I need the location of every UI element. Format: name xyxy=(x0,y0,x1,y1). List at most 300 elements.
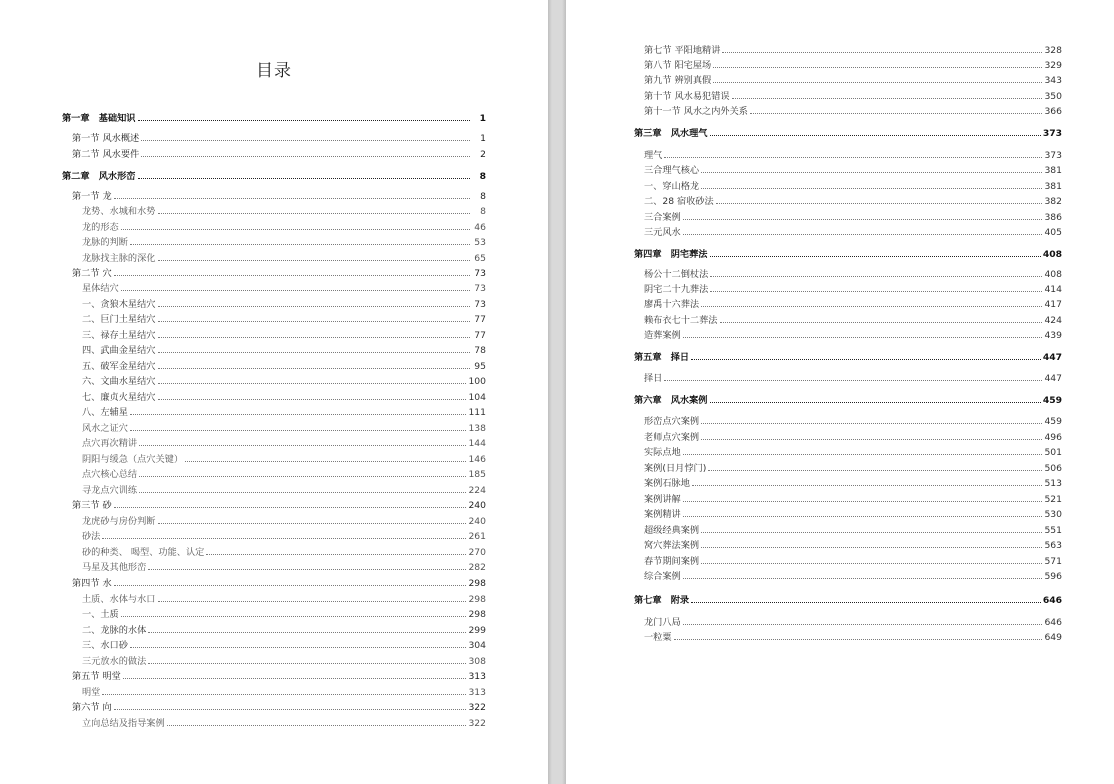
dot-leader xyxy=(158,306,471,307)
dot-leader xyxy=(710,402,1041,403)
toc-entry[interactable] xyxy=(82,202,486,217)
dot-leader xyxy=(708,470,1042,471)
dot-leader xyxy=(114,198,470,199)
toc-entry-title: 第七节 平阳地精讲 xyxy=(644,45,721,56)
left-page xyxy=(0,0,548,784)
toc-entry-title: 点穴再次精讲 xyxy=(82,438,138,449)
toc-entry-title: 案例(日月悖门) xyxy=(644,463,707,474)
dot-leader xyxy=(130,430,467,431)
dot-leader xyxy=(713,67,1042,68)
dot-leader xyxy=(664,157,1042,158)
toc-entry-title: 第十一节 风水之内外关系 xyxy=(644,106,748,117)
toc-entry-title: 寻龙点穴训练 xyxy=(82,485,138,496)
toc-entry-title: 第六章 风水案例 xyxy=(634,395,708,406)
dot-leader xyxy=(683,578,1043,579)
dot-leader xyxy=(158,368,471,369)
toc-entry-page-number: 8 xyxy=(479,171,486,182)
toc-entry-title: 龙门八局 xyxy=(644,617,681,628)
toc-entry[interactable] xyxy=(82,558,486,573)
dot-leader xyxy=(683,501,1043,502)
toc-entry-page-number: 104 xyxy=(468,392,486,403)
toc-entry[interactable] xyxy=(644,412,1062,427)
toc-entry-page-number: 408 xyxy=(1044,269,1062,280)
toc-entry-title: 第二章 风水形峦 xyxy=(62,171,136,182)
toc-entry[interactable] xyxy=(82,310,486,325)
toc-entry[interactable] xyxy=(82,249,486,264)
toc-entry-page-number: 329 xyxy=(1044,60,1062,71)
dot-leader xyxy=(710,291,1042,292)
dot-leader xyxy=(138,120,471,121)
toc-entry[interactable] xyxy=(82,295,486,310)
toc-entry-page-number: 328 xyxy=(1044,45,1062,56)
toc-entry-title: 阴宅二十九葬法 xyxy=(644,284,709,295)
toc-entry-page-number: 373 xyxy=(1042,128,1062,139)
toc-entry-page-number: 424 xyxy=(1044,315,1062,326)
dot-leader xyxy=(710,276,1042,277)
dot-leader xyxy=(158,352,471,353)
dot-leader xyxy=(139,476,466,477)
toc-entry-page-number: 73 xyxy=(474,268,486,279)
toc-entry-page-number: 373 xyxy=(1044,150,1062,161)
toc-entry-page-number: 506 xyxy=(1044,463,1062,474)
toc-entry-page-number: 646 xyxy=(1044,617,1062,628)
toc-entry-page-number: 146 xyxy=(468,454,486,465)
dot-leader xyxy=(114,585,467,586)
toc-entry-title: 赖布衣七十二葬法 xyxy=(644,315,718,326)
dot-leader xyxy=(121,616,467,617)
toc-entry-page-number: 185 xyxy=(468,469,486,480)
dot-leader xyxy=(691,359,1041,360)
toc-entry-title: 第二节 风水要件 xyxy=(72,149,140,160)
toc-entry-page-number: 224 xyxy=(468,485,486,496)
toc-entry-page-number: 521 xyxy=(1044,494,1062,505)
dot-leader xyxy=(664,380,1042,381)
toc-entry-title: 明堂 xyxy=(82,687,101,698)
toc-entry-page-number: 299 xyxy=(468,625,486,636)
toc-entry-title: 老师点穴案例 xyxy=(644,432,700,443)
toc-entry[interactable] xyxy=(82,543,486,558)
toc-title: 目录 xyxy=(256,61,292,81)
toc-chapter-entry[interactable] xyxy=(634,124,1062,139)
dot-leader xyxy=(683,234,1043,235)
toc-entry[interactable] xyxy=(72,187,486,202)
toc-chapter-entry[interactable] xyxy=(62,167,486,182)
toc-entry-title: 第六节 向 xyxy=(72,702,112,713)
toc-entry[interactable] xyxy=(644,459,1062,474)
dot-leader xyxy=(148,663,466,664)
toc-entry-title: 龙脉的判断 xyxy=(82,237,128,248)
dot-leader xyxy=(141,156,470,157)
toc-entry[interactable] xyxy=(82,357,486,372)
dot-leader xyxy=(158,523,467,524)
dot-leader xyxy=(683,219,1043,220)
toc-entry-title: 三合理气核心 xyxy=(644,165,700,176)
toc-entry-title: 二、巨门土星结穴 xyxy=(82,314,156,325)
dot-leader xyxy=(130,647,467,648)
toc-entry[interactable] xyxy=(82,279,486,294)
dot-leader xyxy=(683,624,1043,625)
toc-entry-title: 一、穿山格龙 xyxy=(644,181,700,192)
toc-entry-title: 五、破军金星结穴 xyxy=(82,361,156,372)
dot-leader xyxy=(710,256,1041,257)
toc-entry-page-number: 270 xyxy=(468,547,486,558)
toc-entry-title: 砂的种类、 喝型、功能、认定 xyxy=(82,547,205,558)
toc-entry[interactable] xyxy=(644,428,1062,443)
toc-entry-title: 综合案例 xyxy=(644,571,681,582)
toc-entry[interactable] xyxy=(82,590,486,605)
toc-entry-page-number: 261 xyxy=(468,531,486,542)
toc-entry[interactable] xyxy=(72,667,486,682)
toc-entry-title: 龙虎砂与房份判断 xyxy=(82,516,156,527)
toc-entry[interactable] xyxy=(644,102,1062,117)
dot-leader xyxy=(158,601,467,602)
dot-leader xyxy=(141,140,470,141)
dot-leader xyxy=(114,275,470,276)
toc-entry-page-number: 240 xyxy=(468,500,486,511)
toc-entry-page-number: 646 xyxy=(1042,595,1062,606)
toc-entry[interactable] xyxy=(644,208,1062,223)
toc-entry-page-number: 459 xyxy=(1042,395,1062,406)
toc-entry[interactable] xyxy=(644,474,1062,489)
toc-entry[interactable] xyxy=(82,434,486,449)
toc-entry-title: 窝穴葬法案例 xyxy=(644,540,700,551)
toc-entry-page-number: 405 xyxy=(1044,227,1062,238)
toc-entry-page-number: 308 xyxy=(468,656,486,667)
toc-entry[interactable] xyxy=(644,490,1062,505)
toc-entry[interactable] xyxy=(82,621,486,636)
toc-entry-title: 三、禄存土星结穴 xyxy=(82,330,156,341)
toc-entry-title: 三、水口砂 xyxy=(82,640,128,651)
toc-entry[interactable] xyxy=(82,233,486,248)
toc-entry[interactable] xyxy=(644,177,1062,192)
right-page xyxy=(566,0,1114,784)
toc-entry-page-number: 298 xyxy=(468,609,486,620)
toc-entry-page-number: 459 xyxy=(1044,416,1062,427)
toc-entry[interactable] xyxy=(644,443,1062,458)
toc-entry-page-number: 417 xyxy=(1044,299,1062,310)
toc-entry[interactable] xyxy=(644,613,1062,628)
toc-entry[interactable] xyxy=(644,326,1062,341)
toc-entry[interactable] xyxy=(644,71,1062,86)
toc-entry[interactable] xyxy=(644,369,1062,384)
toc-entry-title: 第一节 龙 xyxy=(72,191,112,202)
dot-leader xyxy=(139,492,466,493)
toc-entry[interactable] xyxy=(644,192,1062,207)
toc-entry-page-number: 343 xyxy=(1044,75,1062,86)
toc-entry-page-number: 386 xyxy=(1044,212,1062,223)
toc-entry-title: 第五章 择日 xyxy=(634,352,690,363)
toc-entry-page-number: 73 xyxy=(474,299,486,310)
dot-leader xyxy=(167,725,467,726)
dot-leader xyxy=(710,135,1041,136)
toc-entry-page-number: 78 xyxy=(474,345,486,356)
toc-entry[interactable] xyxy=(644,567,1062,582)
toc-entry-title: 实际点地 xyxy=(644,447,681,458)
dot-leader xyxy=(701,563,1042,564)
toc-entry-title: 第一节 风水概述 xyxy=(72,133,140,144)
dot-leader xyxy=(720,322,1043,323)
toc-entry-title: 星体结穴 xyxy=(82,283,119,294)
dot-leader xyxy=(102,694,466,695)
toc-entry-page-number: 95 xyxy=(474,361,486,372)
toc-entry-page-number: 304 xyxy=(468,640,486,651)
dot-leader xyxy=(701,423,1042,424)
toc-chapter-entry[interactable] xyxy=(634,591,1062,606)
toc-entry[interactable] xyxy=(82,652,486,667)
toc-entry[interactable] xyxy=(644,146,1062,161)
dot-leader xyxy=(148,569,466,570)
toc-entry[interactable] xyxy=(82,636,486,651)
toc-entry-title: 龙脉找主脉的深化 xyxy=(82,253,156,264)
toc-entry[interactable] xyxy=(82,465,486,480)
toc-entry[interactable] xyxy=(644,41,1062,56)
toc-entry-title: 择日 xyxy=(644,373,663,384)
toc-entry-title: 土质、水体与水口 xyxy=(82,594,156,605)
toc-entry-title: 春节期间案例 xyxy=(644,556,700,567)
toc-entry-title: 第四节 水 xyxy=(72,578,112,589)
dot-leader xyxy=(683,516,1043,517)
toc-entry-page-number: 2 xyxy=(480,149,486,160)
toc-entry-title: 三元放水的做法 xyxy=(82,656,147,667)
toc-entry-page-number: 313 xyxy=(468,671,486,682)
toc-entry[interactable] xyxy=(82,512,486,527)
toc-entry[interactable] xyxy=(72,496,486,511)
toc-entry-page-number: 1 xyxy=(480,133,486,144)
toc-entry[interactable] xyxy=(72,574,486,589)
toc-entry[interactable] xyxy=(644,161,1062,176)
toc-entry-page-number: 382 xyxy=(1044,196,1062,207)
toc-entry-page-number: 322 xyxy=(468,702,486,713)
toc-entry-page-number: 350 xyxy=(1044,91,1062,102)
toc-entry-title: 案例石脉地 xyxy=(644,478,690,489)
dot-leader xyxy=(716,203,1043,204)
dot-leader xyxy=(732,98,1043,99)
toc-entry[interactable] xyxy=(644,295,1062,310)
dot-leader xyxy=(701,532,1042,533)
toc-entry-page-number: 298 xyxy=(468,578,486,589)
toc-entry-page-number: 496 xyxy=(1044,432,1062,443)
toc-entry-page-number: 144 xyxy=(468,438,486,449)
dot-leader xyxy=(701,172,1042,173)
toc-chapter-entry[interactable] xyxy=(634,348,1062,363)
toc-entry[interactable] xyxy=(82,372,486,387)
dot-leader xyxy=(114,507,467,508)
toc-entry[interactable] xyxy=(82,481,486,496)
toc-entry-page-number: 530 xyxy=(1044,509,1062,520)
toc-entry[interactable] xyxy=(82,605,486,620)
toc-entry-title: 第八节 阳宅屋场 xyxy=(644,60,712,71)
toc-entry-page-number: 77 xyxy=(474,330,486,341)
toc-entry-title: 点穴核心总结 xyxy=(82,469,138,480)
dot-leader xyxy=(185,461,466,462)
dot-leader xyxy=(130,244,470,245)
toc-entry-page-number: 73 xyxy=(474,283,486,294)
dot-leader xyxy=(701,439,1042,440)
toc-entry-page-number: 313 xyxy=(468,687,486,698)
toc-entry[interactable] xyxy=(82,714,486,729)
toc-entry-page-number: 513 xyxy=(1044,478,1062,489)
toc-entry-title: 第七章 附录 xyxy=(634,595,690,606)
dot-leader xyxy=(713,82,1042,83)
toc-entry-title: 三合案例 xyxy=(644,212,681,223)
toc-entry-page-number: 111 xyxy=(468,407,486,418)
toc-chapter-entry[interactable] xyxy=(62,109,486,124)
toc-entry[interactable] xyxy=(82,527,486,542)
toc-entry-page-number: 649 xyxy=(1044,632,1062,643)
toc-entry-title: 马星及其他形峦 xyxy=(82,562,147,573)
toc-entry-page-number: 1 xyxy=(479,113,486,124)
toc-entry-title: 第十节 风水易犯错误 xyxy=(644,91,730,102)
toc-entry-page-number: 366 xyxy=(1044,106,1062,117)
dot-leader xyxy=(121,229,470,230)
toc-entry-page-number: 414 xyxy=(1044,284,1062,295)
toc-entry[interactable] xyxy=(644,552,1062,567)
dot-leader xyxy=(158,213,471,214)
toc-entry[interactable] xyxy=(82,341,486,356)
toc-entry-title: 一、土质 xyxy=(82,609,119,620)
dot-leader xyxy=(158,399,467,400)
toc-entry-page-number: 77 xyxy=(474,314,486,325)
toc-entry-page-number: 282 xyxy=(468,562,486,573)
toc-entry-page-number: 65 xyxy=(474,253,486,264)
toc-entry[interactable] xyxy=(644,223,1062,238)
dot-leader xyxy=(691,602,1041,603)
toc-entry[interactable] xyxy=(82,450,486,465)
toc-entry-title: 案例讲解 xyxy=(644,494,681,505)
toc-entry-title: 杨公十二倒杖法 xyxy=(644,269,709,280)
toc-entry[interactable] xyxy=(72,698,486,713)
toc-entry[interactable] xyxy=(644,56,1062,71)
toc-entry-title: 八、左辅星 xyxy=(82,407,128,418)
dot-leader xyxy=(158,321,471,322)
toc-entry-title: 第三节 砂 xyxy=(72,500,112,511)
toc-entry-page-number: 100 xyxy=(468,376,486,387)
toc-entry-page-number: 439 xyxy=(1044,330,1062,341)
dot-leader xyxy=(206,554,466,555)
toc-entry-title: 廖禹十六葬法 xyxy=(644,299,700,310)
toc-entry[interactable] xyxy=(644,536,1062,551)
dot-leader xyxy=(701,188,1042,189)
toc-entry-title: 二、28 宿收砂法 xyxy=(644,196,714,207)
toc-entry-title: 四、武曲金星结穴 xyxy=(82,345,156,356)
toc-entry-title: 三元风水 xyxy=(644,227,681,238)
toc-entry-page-number: 138 xyxy=(468,423,486,434)
toc-entry-page-number: 596 xyxy=(1044,571,1062,582)
toc-entry-page-number: 563 xyxy=(1044,540,1062,551)
toc-entry-page-number: 381 xyxy=(1044,181,1062,192)
toc-entry-page-number: 322 xyxy=(468,718,486,729)
toc-entry-title: 砂法 xyxy=(82,531,101,542)
toc-entry-page-number: 571 xyxy=(1044,556,1062,567)
dot-leader xyxy=(683,337,1043,338)
toc-entry-title: 理气 xyxy=(644,150,663,161)
dot-leader xyxy=(750,113,1042,114)
toc-entry-title: 第四章 阴宅葬法 xyxy=(634,249,708,260)
toc-entry-title: 立向总结及指导案例 xyxy=(82,718,165,729)
dot-leader xyxy=(674,639,1043,640)
toc-entry-title: 形峦点穴案例 xyxy=(644,416,700,427)
dot-leader xyxy=(139,445,466,446)
toc-entry-title: 第一章 基础知识 xyxy=(62,113,136,124)
toc-entry[interactable] xyxy=(644,505,1062,520)
toc-entry-title: 造葬案例 xyxy=(644,330,681,341)
toc-entry-title: 二、龙脉的水体 xyxy=(82,625,147,636)
toc-entry-page-number: 447 xyxy=(1042,352,1062,363)
toc-entry[interactable] xyxy=(82,326,486,341)
toc-entry-title: 龙的形态 xyxy=(82,222,119,233)
dot-leader xyxy=(138,178,471,179)
toc-chapter-entry[interactable] xyxy=(634,245,1062,260)
toc-entry-title: 七、廉贞火星结穴 xyxy=(82,392,156,403)
toc-chapter-entry[interactable] xyxy=(634,391,1062,406)
toc-entry-page-number: 381 xyxy=(1044,165,1062,176)
toc-entry-title: 超级经典案例 xyxy=(644,525,700,536)
toc-entry-page-number: 447 xyxy=(1044,373,1062,384)
toc-entry[interactable] xyxy=(644,628,1062,643)
dot-leader xyxy=(722,52,1042,53)
toc-entry-page-number: 53 xyxy=(474,237,486,248)
toc-entry-title: 第九节 辨别真假 xyxy=(644,75,712,86)
toc-entry-title: 案例精讲 xyxy=(644,509,681,520)
toc-entry-page-number: 8 xyxy=(480,191,486,202)
toc-entry[interactable] xyxy=(72,145,486,160)
toc-entry[interactable] xyxy=(82,218,486,233)
toc-entry-page-number: 8 xyxy=(480,206,486,217)
toc-entry-title: 第二节 穴 xyxy=(72,268,112,279)
dot-leader xyxy=(114,709,467,710)
page-gutter-shadow xyxy=(548,0,552,784)
dot-leader xyxy=(121,290,470,291)
dot-leader xyxy=(683,454,1043,455)
toc-entry[interactable] xyxy=(644,521,1062,536)
toc-entry-title: 阴阳与缓急（点穴关键） xyxy=(82,454,184,465)
toc-entry[interactable] xyxy=(82,403,486,418)
dot-leader xyxy=(130,414,467,415)
toc-entry[interactable] xyxy=(644,265,1062,280)
dot-leader xyxy=(692,485,1043,486)
toc-entry[interactable] xyxy=(82,419,486,434)
toc-entry-title: 第五节 明堂 xyxy=(72,671,121,682)
toc-entry[interactable] xyxy=(82,683,486,698)
dot-leader xyxy=(148,632,466,633)
dot-leader xyxy=(102,538,466,539)
toc-entry-page-number: 501 xyxy=(1044,447,1062,458)
toc-entry-title: 风水之证穴 xyxy=(82,423,128,434)
dot-leader xyxy=(158,260,471,261)
dot-leader xyxy=(158,337,471,338)
toc-entry-page-number: 240 xyxy=(468,516,486,527)
dot-leader xyxy=(701,306,1042,307)
toc-entry[interactable] xyxy=(72,264,486,279)
toc-entry-page-number: 551 xyxy=(1044,525,1062,536)
toc-entry-page-number: 46 xyxy=(474,222,486,233)
toc-entry-title: 一粒粟 xyxy=(644,632,672,643)
toc-entry-title: 龙势、水城和水势 xyxy=(82,206,156,217)
dot-leader xyxy=(158,383,467,384)
toc-entry[interactable] xyxy=(644,311,1062,326)
toc-entry-title: 六、文曲水星结穴 xyxy=(82,376,156,387)
toc-entry-page-number: 298 xyxy=(468,594,486,605)
toc-entry[interactable] xyxy=(644,280,1062,295)
toc-entry[interactable] xyxy=(72,129,486,144)
toc-entry-page-number: 408 xyxy=(1042,249,1062,260)
dot-leader xyxy=(701,547,1042,548)
dot-leader xyxy=(123,678,467,679)
toc-entry[interactable] xyxy=(644,87,1062,102)
toc-entry-title: 一、贪狼木星结穴 xyxy=(82,299,156,310)
toc-entry[interactable] xyxy=(82,388,486,403)
toc-entry-title: 第三章 风水理气 xyxy=(634,128,708,139)
